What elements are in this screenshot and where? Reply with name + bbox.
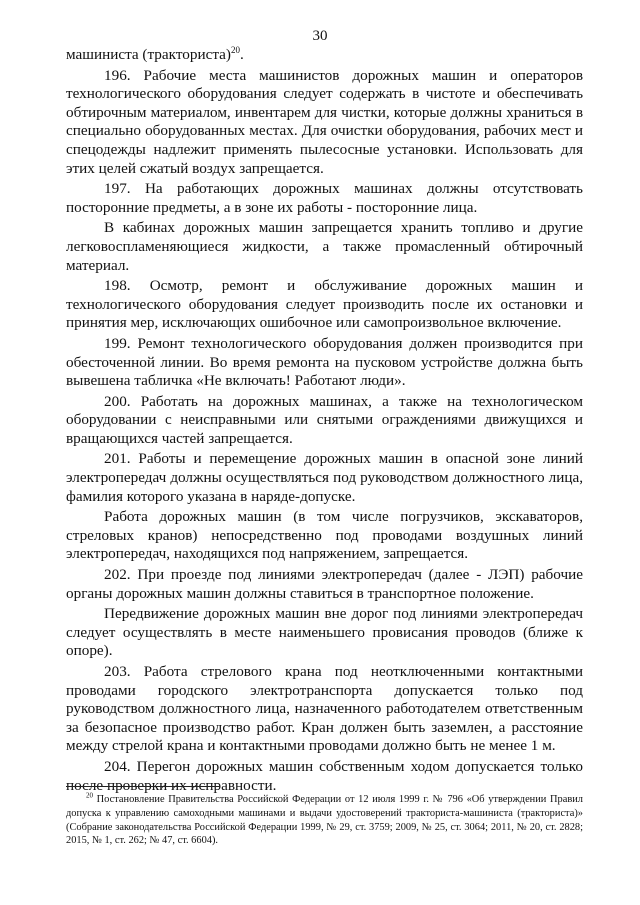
- paragraph-204: 204. Перегон дорожных машин собственным ходом допускается только после проверки их исправности.: [66, 757, 583, 794]
- paragraph-202-movement: Передвижение дорожных машин вне дорог под линиями электропередач следует осуществлять в месте наименьшего провисания проводов (ближе к опоре).: [66, 605, 583, 660]
- footnote-marker: 20: [86, 791, 93, 800]
- paragraph-continuation: [66, 46, 583, 65]
- paragraph-punctuation: .: [239, 46, 244, 63]
- paragraph-text: машиниста (тракториста): [66, 46, 231, 63]
- footnote-reference[interactable]: 20: [230, 44, 240, 55]
- paragraph-197: 197. На работающих дорожных машинах должны отсутствовать посторонние предметы, а в зоне их работы - посторонние лица.: [66, 180, 583, 216]
- footnote: [66, 793, 583, 848]
- paragraph-198: 198. Осмотр, ремонт и обслуживание дорожных машин и технологического оборудования следует производить после их остановки и принятия мер, исключающих ошибочное или самопроизвольное включение.: [66, 277, 583, 332]
- footnote-text: Постановление Правительства Российской Федерации от 12 июля 1999 г. № 796 «Об утверждении Правил допуска к управлению самоходными машинами и выдачи удостоверений тракториста-машиниста (тракториста)» (Собрание законодательства Российской Федерации 1999, № 29, ст. 3759; 2009, № 25, ст. 3064; 2011, № 20, ст. 2828; 2015, № 1, ст. 262; № 47, ст. 6604).: [66, 794, 583, 847]
- paragraph-202: 202. При проезде под линиями электропередач (далее - ЛЭП) рабочие органы дорожных машин должны ставиться в транспортное положение.: [66, 566, 583, 602]
- document-body: [66, 46, 583, 797]
- footnote-divider: [66, 786, 220, 787]
- paragraph-201-power-lines: Работа дорожных машин (в том числе погрузчиков, экскаваторов, стреловых кранов) непосредственно под проводами воздушных линий электропередач, находящихся под напряжением, запрещается.: [66, 508, 583, 563]
- paragraph-200: 200. Работать на дорожных машинах, а также на технологическом оборудовании с неисправными или снятыми ограждениями движущихся и вращающихся частей запрещается.: [66, 392, 583, 447]
- paragraph-197-cabins: В кабинах дорожных машин запрещается хранить топливо и другие легковоспламеняющиеся жидкости, а также промасленный обтирочный материал.: [66, 219, 583, 274]
- paragraph-201: 201. Работы и перемещение дорожных машин в опасной зоне линий электропередач должны осуществляться под руководством должностного лица, фамилия которого указана в наряде-допуске.: [66, 450, 583, 505]
- paragraph-199: 199. Ремонт технологического оборудования должен производится при обесточенной линии. Во время ремонта на пусковом устройстве должна быть вывешена табличка «Не включать! Работают люди».: [66, 334, 583, 390]
- paragraph-203: 203. Работа стрелового крана под неотключенными контактными проводами городского электротранспорта допускается только под руководством должностного лица, назначенного работодателем ответственным за безопасное производство работ. Кран должен быть заземлен, а расстояние между стрелой крана и контактными проводами должно быть не менее 1 м.: [66, 663, 583, 755]
- paragraph-196: 196. Рабочие места машинистов дорожных машин и операторов технологического оборудования следует содержать в чистоте и обеспечивать обтирочным материалом, инвентарем для чистки, которые должны храниться в специально оборудованных местах. Для очистки оборудования, рабочих мест и спецодежды надлежит применять пылесосные установки. Использовать для этих целей сжатый воздух запрещается.: [66, 66, 583, 177]
- page-number: 30: [312, 28, 328, 44]
